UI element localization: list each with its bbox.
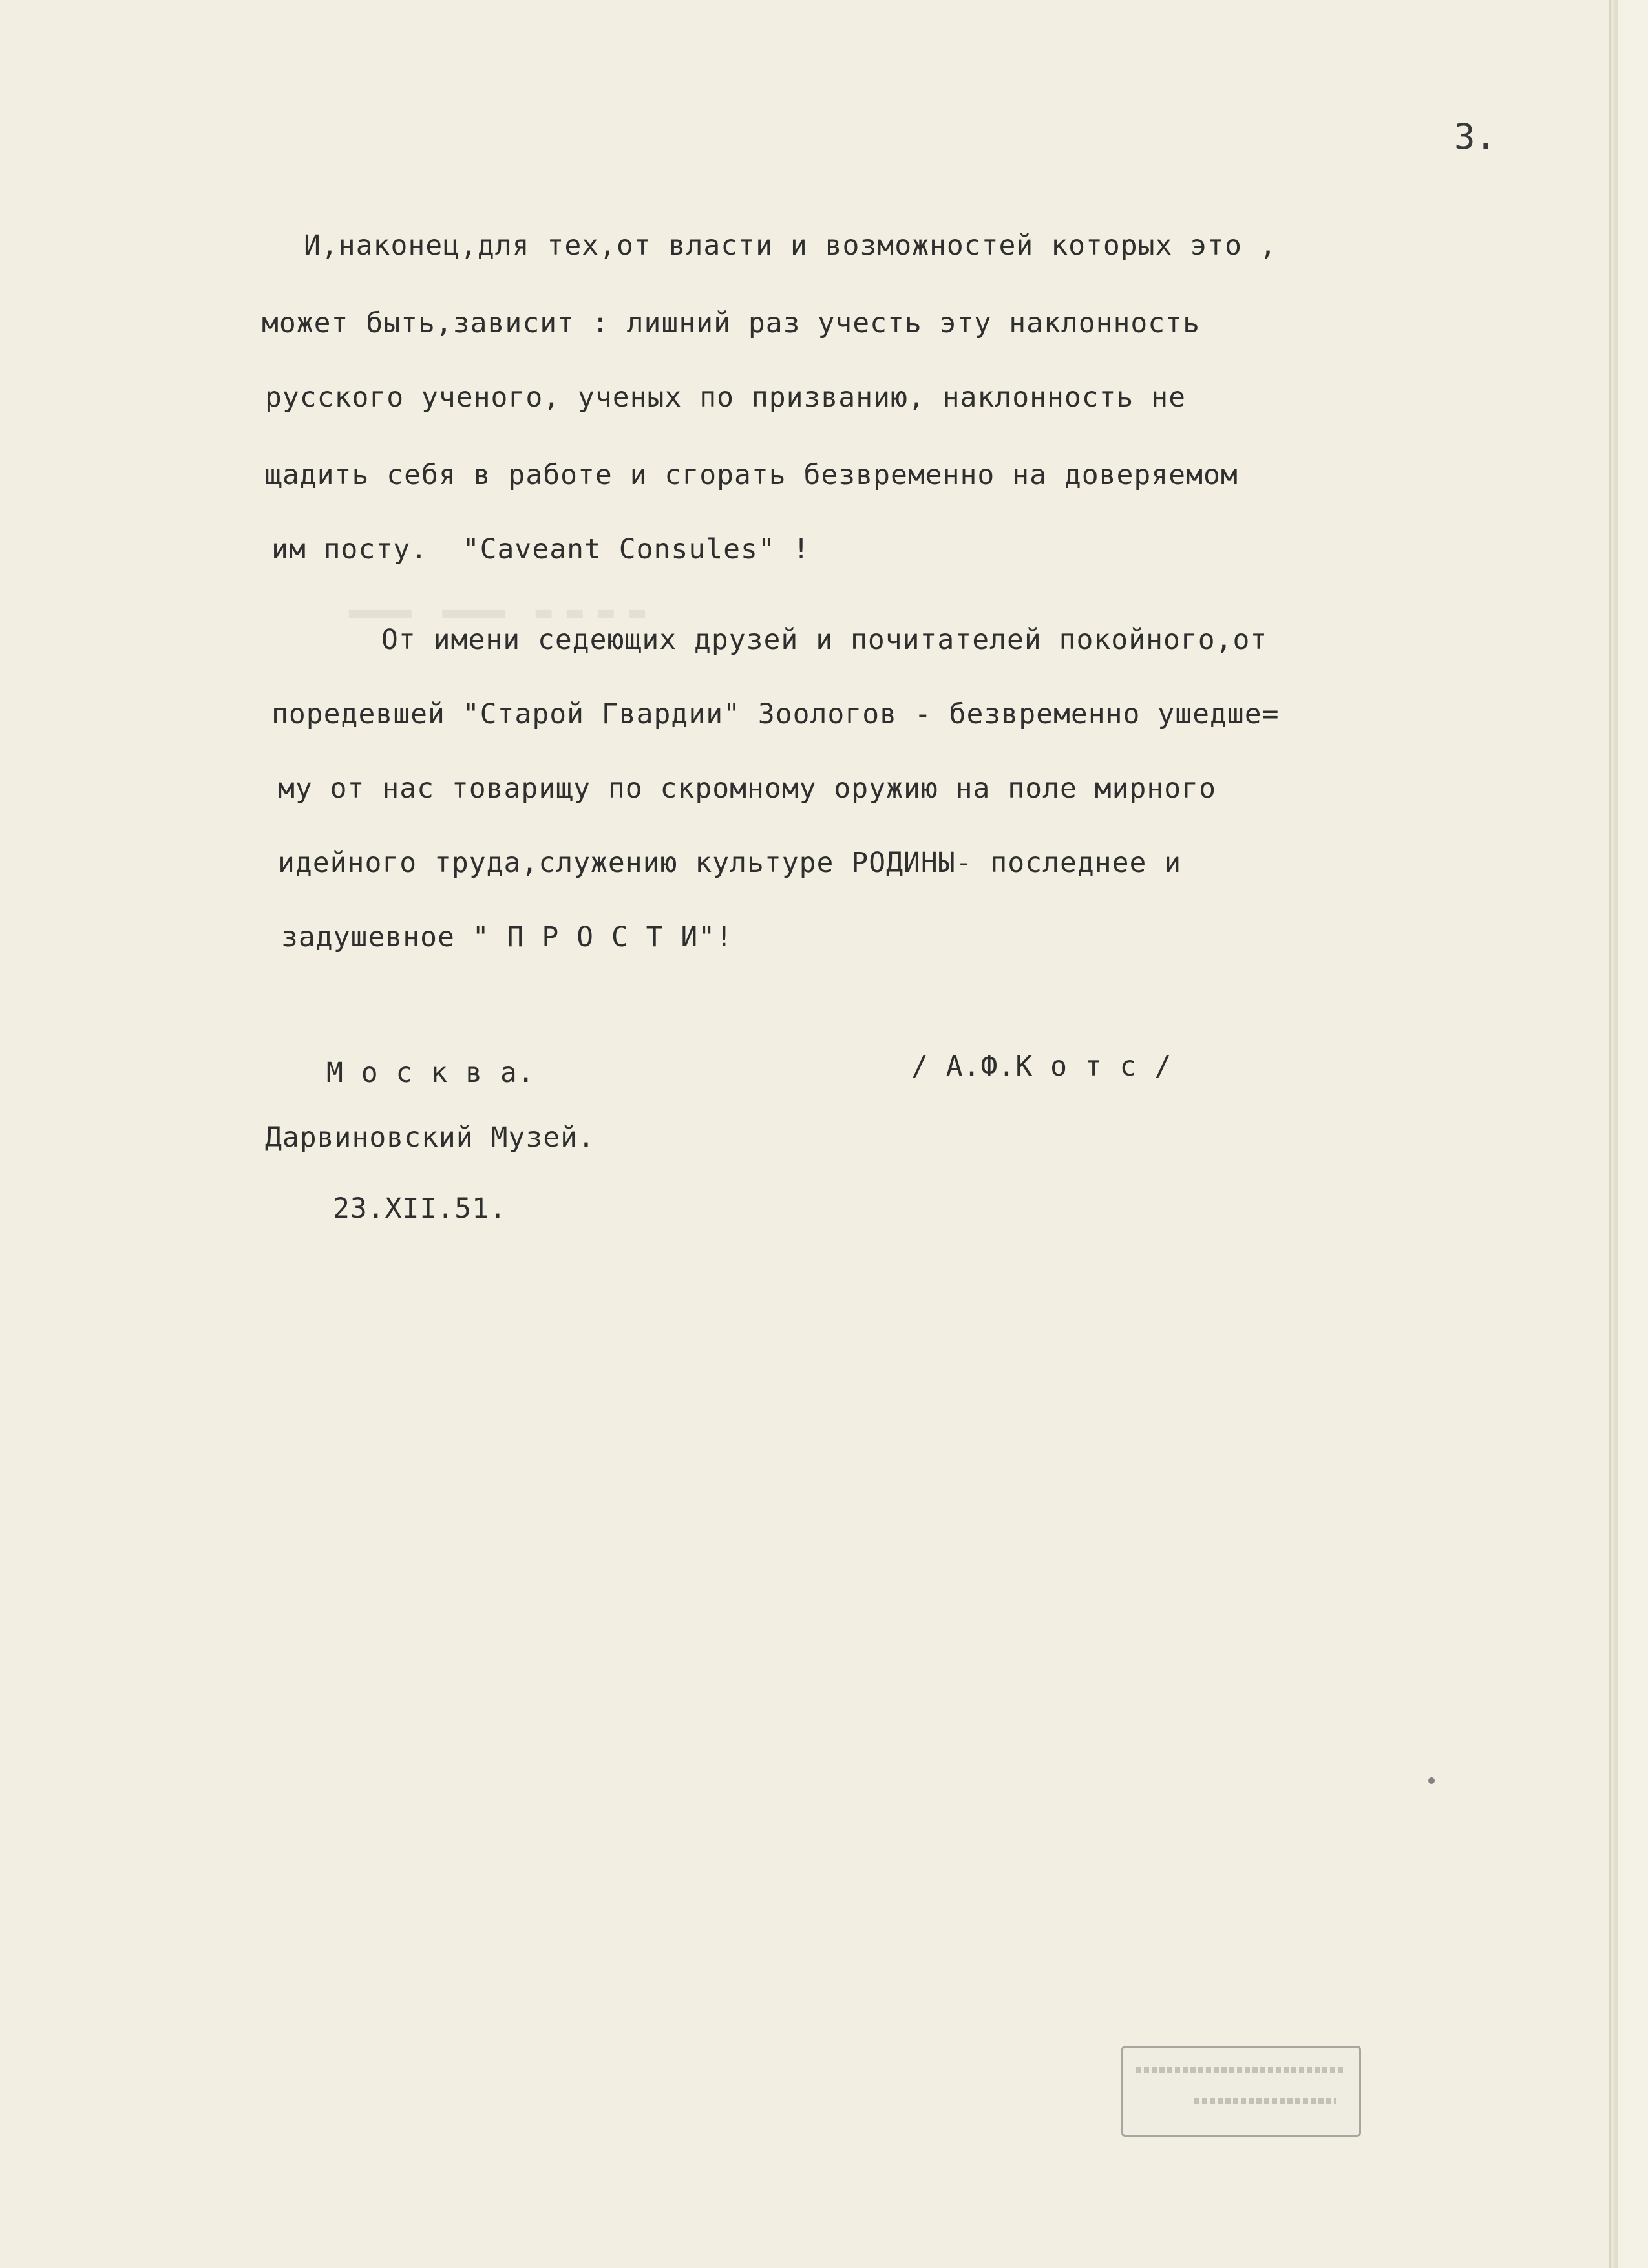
museum-stamp	[1121, 2046, 1361, 2137]
stamp-text-line-2	[1194, 2098, 1336, 2104]
paragraph-1-line-2: может быть,зависит : лишний раз учесть эту наклонность	[262, 307, 1200, 339]
stamp-text-line-1	[1136, 2067, 1343, 2073]
show-through-text: ▂▂▂▂ ▂▂▂▂ ▂ ▂ ▂ ▂	[349, 588, 645, 618]
paragraph-2-line-3: му от нас товарищу по скромному оружию на поле мирного	[278, 772, 1216, 805]
paragraph-2-line-5: задушевное " П Р О С Т И"!	[281, 921, 734, 953]
page-number: 3.	[1454, 116, 1497, 157]
paragraph-1-line-4: щадить себя в работе и сгорать безвременно на доверяемом	[265, 459, 1238, 491]
paragraph-2-line-4: идейного труда,служению культуре РОДИНЫ- последнее и	[278, 847, 1182, 879]
paper-speck	[1428, 1777, 1435, 1784]
paragraph-1-line-3: русского ученого, ученых по призванию, наклонность не	[265, 381, 1187, 414]
city: М о с к в а.	[326, 1057, 535, 1089]
institution: Дарвиновский Музей.	[265, 1121, 595, 1154]
paragraph-2-line-1: От имени седеющих друзей и почитателей покойного,от	[381, 624, 1268, 656]
signature-line: / А.Ф.К о т с /	[911, 1050, 1172, 1083]
paragraph-1-line-5: им посту. "Caveant Consules" !	[271, 533, 810, 566]
date: 23.XII.51.	[333, 1192, 507, 1225]
paragraph-1-line-1: И,наконец,для тех,от власти и возможностей которых это ,	[304, 229, 1277, 262]
paragraph-2-line-2: поредевшей "Старой Гвардии" Зоологов - безвременно ушедше=	[271, 698, 1280, 730]
